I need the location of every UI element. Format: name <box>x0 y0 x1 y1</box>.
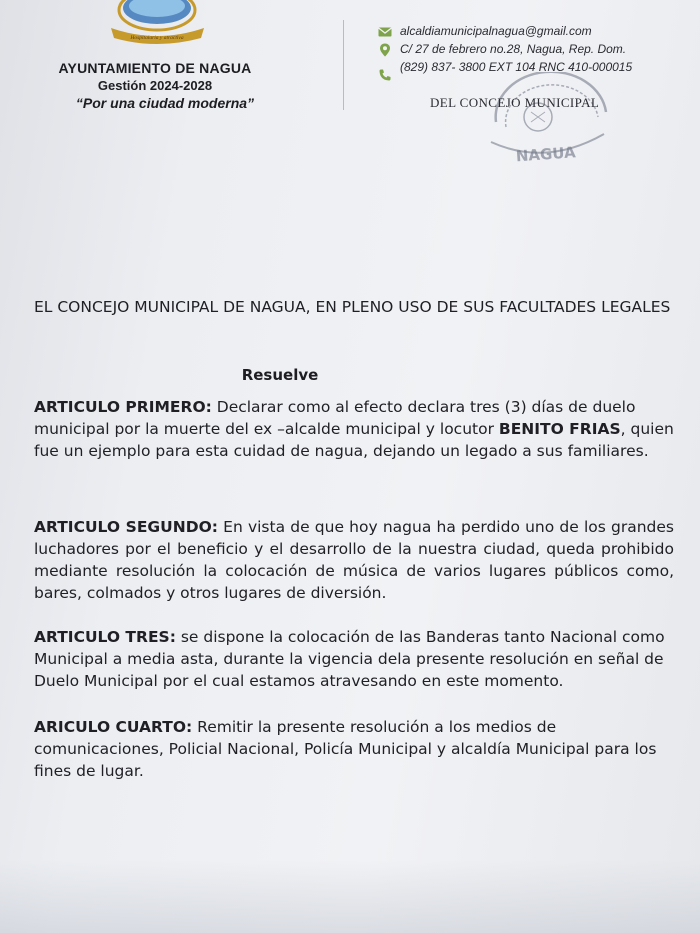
phone-icon <box>378 68 392 82</box>
contact-email-text: alcaldiamunicipalnagua@gmail.com <box>400 24 592 38</box>
article-tres <box>34 626 674 692</box>
article-text: En vista de que hoy nagua ha perdido uno de los grandes luchadores por el beneficio y el desarrollo de la nuestra ciudad, queda prohibido mediante resolución la colocación de música de varios lugares públicos como, bares, colmados y otros lugares de diversión. <box>34 518 674 602</box>
article-text: , quien fue un ejemplo para esta cuidad de nagua, dejando un legado a sus familiares. <box>34 420 674 460</box>
article-primero <box>34 396 674 462</box>
council-label: DEL CONCEJO MUNICIPAL <box>430 95 600 110</box>
article-emphasis: BENITO FRIAS <box>498 420 621 438</box>
article-segundo <box>34 516 674 604</box>
municipal-seal-stamp <box>476 72 616 172</box>
org-term: Gestión 2024-2028 <box>97 78 213 93</box>
seal-text: NAGUA <box>515 143 577 166</box>
article-title: ARTICULO PRIMERO: <box>34 398 212 416</box>
intro-paragraph: EL CONCEJO MUNICIPAL DE NAGUA, EN PLENO USO DE SUS FACULTADES LEGALES <box>34 298 671 316</box>
article-text: Declarar como al efecto declara tres (3) días de duelo municipal por la muerte del ex –alcalde municipal y locutor <box>34 398 636 438</box>
header-divider <box>343 20 344 110</box>
article-text: se dispone la colocación de las Banderas tanto Nacional como Municipal a media asta, durante la vigencia dela presente resolución en señal de Duelo Municipal por el cual estamos atravesando en este momento. <box>34 628 665 690</box>
municipal-logo <box>105 0 210 48</box>
article-cuarto <box>34 716 674 782</box>
logo-ribbon-text: Hospitalaria y atractiva <box>130 35 184 41</box>
article-title: ARICULO CUARTO: <box>34 718 193 736</box>
page-shadow <box>0 860 700 933</box>
org-name: AYUNTAMIENTO DE NAGUA <box>58 60 252 76</box>
org-motto: “Por una ciudad moderna” <box>75 95 255 111</box>
resolve-heading: Resuelve <box>241 366 319 384</box>
mail-icon <box>378 25 392 39</box>
contact-phone-text: (829) 837- 3800 EXT 104 RNC 410-000015 <box>400 60 633 74</box>
location-pin-icon <box>378 43 392 57</box>
contact-address-text: C/ 27 de febrero no.28, Nagua, Rep. Dom. <box>400 42 627 56</box>
article-title: ARTICULO SEGUNDO: <box>34 518 218 536</box>
article-title: ARTICULO TRES: <box>34 628 176 646</box>
article-text: Remitir la presente resolución a los medios de comunicaciones, Policial Nacional, Policía Municipal y alcaldía Municipal para los fines de lugar. <box>34 718 657 780</box>
